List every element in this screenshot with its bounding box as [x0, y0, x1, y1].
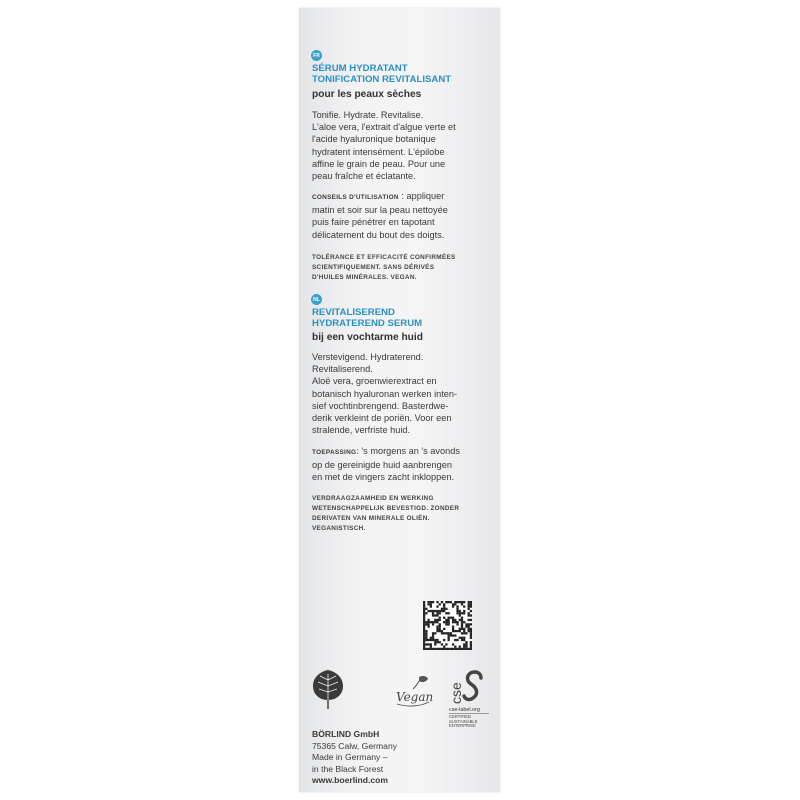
fr-tolerance-note: TOLÉRANCE ET EFFICACITÉ CONFIRMÉES SCIENTIFIQUEMENT. SANS DÉRIVÉS D'HUILES MINÉRALES. VEGAN.: [312, 254, 456, 281]
nl-usage-text: : 's morgens an 's avonds op de gereinigde huid aanbrengen en met de vingers zacht inkloppen.: [312, 446, 460, 483]
vegan-logo-text: Vegan: [396, 690, 433, 704]
company-website: www.boerlind.com: [312, 775, 389, 785]
qr-code-icon: [423, 601, 472, 650]
product-box-side-panel: [299, 8, 500, 792]
nl-usage: [312, 445, 495, 484]
fr-usage-label: CONSEILS D'UTILISATION: [312, 194, 399, 201]
nl-tolerance-note: VERDRAAGZAAMHEID EN WERKING WETENSCHAPPELIJK BEVESTIGD. ZONDER DERIVATEN VAN MINERALE OLIËN. VEGANISTISCH.: [312, 495, 460, 532]
company-address: [312, 729, 432, 787]
fr-language-badge: FR: [311, 50, 322, 61]
cse-letters: cse: [448, 682, 464, 704]
nl-product-subtitle: bij een vochtarme huid: [312, 332, 423, 343]
nl-usage-label: TOEPASSING: [312, 449, 357, 456]
made-in: Made in Germany –: [312, 752, 388, 762]
fr-usage-text: : appliquer matin et soir sur la peau nettoyée puis faire pénétrer en tapotant délicatement du bout des doigts.: [312, 191, 448, 240]
fr-product-subtitle: pour les peaux sèches: [312, 89, 422, 100]
nl-product-title: REVITALISEREND HYDRATEREND SERUM: [312, 307, 423, 329]
company-name: BÖRLIND GmbH: [312, 729, 380, 739]
nl-language-badge: NL: [311, 294, 322, 305]
cse-caption: CERTIFIED SUSTAINABLE ENTERPRISE: [449, 714, 478, 729]
cse-url: cse-label.org: [449, 707, 480, 713]
nl-description: Verstevigend. Hydraterend. Revitaliserend. Aloë vera, groenwierextract en botanisch hyaluronan werken inten- sief vochtinbrengend. Basterdwe- derik verkleint de poriën. Voor een stralende, verfriste huid.: [312, 352, 458, 436]
fr-product-title: SÉRUM HYDRATANT TONIFICATION REVITALISANT: [312, 63, 452, 85]
black-forest: in the Black Forest: [312, 763, 384, 774]
fr-description: Tonifie. Hydrate. Revitalise. L'aloe vera, l'extrait d'algue verte et l'acide hyaluronique botanique hydratent intensément. L'épilobe affine le grain de peau. Pour une peau fraîche et éclatante.: [312, 110, 456, 182]
fr-usage: [312, 190, 495, 241]
company-city: 75365 Calw, Germany: [312, 740, 398, 751]
birch-leaf-logo-icon: [311, 668, 345, 710]
vegan-logo-icon: [393, 673, 433, 711]
